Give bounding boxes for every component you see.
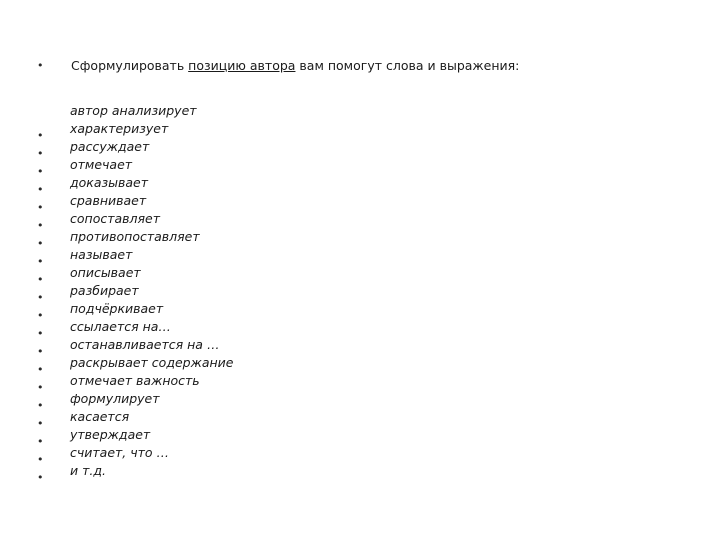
- list-item-text: сравнивает: [70, 193, 147, 208]
- list-item: [0, 462, 720, 484]
- bullet-marker: •: [37, 417, 44, 430]
- bullet-marker: •: [37, 183, 44, 196]
- list-item: [0, 210, 720, 232]
- bullet-marker: •: [37, 453, 44, 466]
- list-item: [0, 156, 720, 178]
- list-item: [0, 426, 720, 448]
- bullet-marker: •: [37, 147, 44, 160]
- list-item-text: и т.д.: [70, 463, 106, 478]
- bullet-marker: •: [37, 273, 44, 286]
- intro-text-part2: вам помогут слова и выражения:: [295, 58, 520, 73]
- list-item: [0, 408, 720, 430]
- list-item-text: формулирует: [70, 391, 160, 406]
- list-item: [0, 318, 720, 340]
- list-item-text: противопоставляет: [70, 229, 200, 244]
- bullet-marker: •: [37, 59, 44, 72]
- list-item: [0, 228, 720, 250]
- list-item: [0, 372, 720, 394]
- bullet-marker: •: [37, 255, 44, 268]
- list-item: [0, 138, 720, 160]
- list-item-text: отмечает: [70, 157, 133, 172]
- bullet-marker: •: [37, 381, 44, 394]
- list-item: [0, 174, 720, 196]
- bullet-marker: •: [37, 363, 44, 376]
- list-item-text: сопоставляет: [70, 211, 161, 226]
- list-item: [0, 354, 720, 376]
- list-item: [0, 192, 720, 214]
- list-item-text: называет: [70, 247, 133, 262]
- list-item-text: доказывает: [70, 175, 149, 190]
- list-item-text: описывает: [70, 265, 141, 280]
- bullet-marker: •: [37, 237, 44, 250]
- list-item-text: останавливается на …: [70, 337, 220, 352]
- bullet-marker: •: [37, 291, 44, 304]
- list-item-text: ссылается на…: [70, 319, 171, 334]
- intro-text: [71, 57, 519, 75]
- list-item-text: характеризует: [70, 121, 169, 136]
- list-item: [0, 264, 720, 286]
- list-item: [0, 120, 720, 142]
- list-item-text: автор анализирует: [70, 103, 197, 118]
- bullet-marker: •: [37, 219, 44, 232]
- bullet-marker: •: [37, 309, 44, 322]
- intro-text-underlined: позицию автора: [188, 58, 296, 73]
- list-item-text: отмечает важность: [70, 373, 200, 388]
- intro-line: [0, 57, 720, 77]
- list-item: [0, 390, 720, 412]
- list-item-text: рассуждает: [70, 139, 150, 154]
- list-item-text: касается: [70, 409, 130, 424]
- list-item: [0, 246, 720, 268]
- phrase-list: [0, 102, 720, 484]
- list-item: [0, 102, 720, 120]
- list-item: [0, 444, 720, 466]
- list-item-text: подчёркивает: [70, 301, 164, 316]
- list-item: [0, 300, 720, 322]
- bullet-marker: •: [37, 165, 44, 178]
- list-item: [0, 336, 720, 358]
- bullet-marker: •: [37, 471, 44, 484]
- bullet-marker: •: [37, 345, 44, 358]
- list-item-text: утверждает: [70, 427, 151, 442]
- bullet-marker: •: [37, 201, 44, 214]
- list-item-text: разбирает: [70, 283, 139, 298]
- bullet-marker: •: [37, 435, 44, 448]
- list-item-text: раскрывает содержание: [70, 355, 234, 370]
- bullet-marker: •: [37, 399, 44, 412]
- list-item: [0, 282, 720, 304]
- bullet-marker: •: [37, 327, 44, 340]
- bullet-marker: •: [37, 129, 44, 142]
- list-item-text: считает, что …: [70, 445, 170, 460]
- intro-text-part1: Сформулировать: [71, 58, 189, 73]
